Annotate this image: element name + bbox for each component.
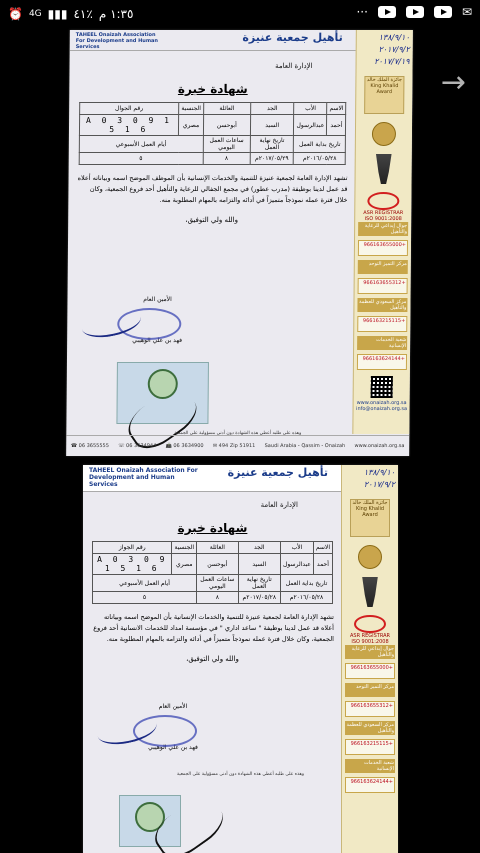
image-viewer[interactable] <box>0 30 480 853</box>
sidebar-strip <box>352 30 413 434</box>
signatory-name: فهد بن علي الوهيبي <box>132 337 183 344</box>
table-cell: ٨ <box>197 592 239 604</box>
footer-item: www.onaizah.org.sa <box>354 443 405 449</box>
contact-phone: +966163655000 <box>358 240 408 256</box>
footer <box>66 435 409 456</box>
certificate-paragraph: تشهد الإدارة العامة لجمعية عنيزة للتنمية والخدمات الإنسانية بأن الموضح اسمه وبياناته أعلاه قد عمل لدينا بوظيفة " ساعد اداري " في مؤسسة امداد للخدمات الانسانية أحد فروع الجمعية، وكان خلال فترة عمله نموذجاً متميزاً في أدائه والتزامه بالمهام المطلوبة منه. <box>93 613 334 643</box>
contact-label: مركز السعودي للعظمة والتأهيل <box>346 722 394 734</box>
contact-phone: +966163624144 <box>345 777 395 793</box>
letterhead-en: TAHEEL Onaizah Association For Development and Human Services <box>89 467 198 488</box>
alarm-icon: ⏰ <box>8 7 23 21</box>
status-bar <box>0 0 480 30</box>
section-label: الإدارة العامة <box>275 62 313 70</box>
table-cell: الجنسية <box>172 542 197 554</box>
contact-phone: +966163215115 <box>345 739 395 755</box>
closing-line: والله ولي التوفيق، <box>186 655 239 663</box>
table-cell: الاسم <box>313 542 332 554</box>
certificate-page-2 <box>83 465 398 853</box>
youtube-icon <box>378 6 396 18</box>
table-cell: ٥ <box>79 153 203 165</box>
table-cell: ٨ <box>203 153 250 165</box>
table-cell: الأب <box>281 542 314 554</box>
network-type: 4G <box>28 9 42 19</box>
table-cell: ٥ <box>93 592 197 604</box>
contact-phone: +966163624144 <box>357 354 407 370</box>
footnote: وهذه على طلبه أعطي هذه الشهادة دون أدنى مسؤولية على الجمعية <box>176 772 305 777</box>
letterhead-ar: تأهيل جمعية عنيزة <box>242 31 343 44</box>
youtube-icon <box>434 6 452 18</box>
table-cell: ٢٠١٧/٠٥/٢٨م <box>238 592 280 604</box>
table-cell: العائلة <box>197 542 239 554</box>
signatory-name: فهد بن علي الوهيبي <box>148 744 198 751</box>
award-logo: جائزة الملك خالد King Khalid Award <box>364 76 404 114</box>
certificate-page-1 <box>66 30 413 456</box>
table-cell: تاريخ بداية العمل <box>281 575 333 592</box>
footnote: وهذه على طلبه أعطي هذه الشهادة دون أدنى مسؤولية على الجمعية <box>174 431 302 436</box>
signature-block <box>93 703 213 763</box>
trophy-icon <box>357 577 383 607</box>
medal-icon <box>372 122 396 146</box>
table-cell: الجد <box>250 103 294 115</box>
signal-icon: ▮▮▮ <box>47 7 68 21</box>
table-cell: عبدالرسول <box>281 554 314 575</box>
table-cell: A 0 3 0 9 1 5 1 6 <box>79 115 179 136</box>
table-cell: الاسم <box>327 103 346 115</box>
table-cell: ساعات العمل اليومي <box>197 575 239 592</box>
table-cell: السيد <box>250 115 294 136</box>
table-cell: مصري <box>172 554 197 575</box>
table-cell: الأب <box>294 103 327 115</box>
asr-logo: ASR REGISTRAR ISO 9001:2008 <box>361 192 405 218</box>
table-cell: أبوحسن <box>197 554 239 575</box>
medal-icon <box>358 545 382 569</box>
footer-item: Saudi Arabia - Qassim - Onaizah <box>264 443 346 449</box>
table-cell: أحمد <box>327 115 346 136</box>
handwritten-date: ١٣٨/٩/١٠ <box>378 33 410 42</box>
table-cell: A 0 3 0 9 1 5 1 6 <box>93 554 172 575</box>
table-cell: ٢٠١٦/٠٥/٢٨م <box>281 592 333 604</box>
battery-percent: ٪٤١ <box>73 7 93 21</box>
table-cell: أيام العمل الأسبوعي <box>79 136 203 153</box>
certificate-body <box>87 493 338 829</box>
trophy-icon <box>371 154 397 184</box>
table-cell: تاريخ نهاية العمل <box>250 136 294 153</box>
asr-logo: ASR REGISTRAR ISO 9001:2008 <box>348 615 392 641</box>
footer-item: ☏ 06 3634944 <box>118 443 157 449</box>
table-cell: ساعات العمل اليومي <box>203 136 250 153</box>
website: www.onaizah.org.sa info@onaizah.org.sa <box>356 400 408 412</box>
footer-item: ✉ 494 Zip 51911 <box>212 443 256 449</box>
table-cell: العائلة <box>203 103 250 115</box>
certificate-body <box>70 54 352 432</box>
footer-item: 📠 06 3634900 <box>165 443 204 449</box>
contact-label: جوال إبداعي للرعاية والتأهيل <box>358 222 408 236</box>
qr-code-icon <box>371 376 393 398</box>
table-cell: أحمد <box>313 554 332 575</box>
handwritten-date: ٢٠١٧/٩/٢ <box>378 45 410 54</box>
contact-label: شعبة الخدمات الإنسانية <box>345 759 395 773</box>
employee-table <box>78 102 346 165</box>
table-cell: أبوحسن <box>203 115 250 136</box>
certificate-paragraph: تشهد الإدارة العامة لجمعية عنيزة للتنمية والخدمات الإنسانية بأن الموظف الموضح اسمه وبياناته أعلاه قد عمل لدينا بوظيفة (مدرب عطور) في مجمع الجفالي للرعاية والتأهيل أحد فروع الجمعية، وكان خلال فترة عمله نموذجاً متميزاً في أدائه والتزامه بالمهام المطلوبة منه. <box>77 174 348 204</box>
hootsuite-icon: ✉ <box>461 5 472 19</box>
certificate-title: شهادة خبرة <box>177 82 248 96</box>
next-arrow-icon[interactable]: → <box>440 65 466 100</box>
table-cell: الجد <box>238 542 280 554</box>
contact-label: مركز السعودي للعظمة والتأهيل <box>358 299 407 311</box>
table-cell: ٢٠١٦/٠٥/٢٨م <box>294 153 346 165</box>
table-cell: ٢٠١٧/٠٥/٢٩م <box>250 153 294 165</box>
table-cell: السيد <box>238 554 280 575</box>
more-icon: ··· <box>356 5 368 19</box>
table-cell: الجنسية <box>179 103 204 115</box>
table-cell: تاريخ بداية العمل <box>294 136 346 153</box>
table-cell: عبدالرسول <box>294 115 327 136</box>
sidebar-strip <box>341 465 398 853</box>
award-logo: جائزة الملك خالد King Khalid Award <box>350 499 390 537</box>
signatory-title: الأمين العام <box>143 296 172 303</box>
table-cell: رقم الجوال <box>79 103 179 115</box>
table-cell: أيام العمل الأسبوعي <box>93 575 197 592</box>
clock: ١:٣٥ م <box>98 7 134 21</box>
table-cell: تاريخ نهاية العمل <box>238 575 280 592</box>
certificate-title: شهادة خبرة <box>177 521 248 535</box>
contact-label: مركز التميز التوحد <box>358 260 408 274</box>
closing-line: والله ولي التوفيق، <box>185 216 239 224</box>
table-cell: رقم الجواز <box>93 542 172 554</box>
contact-label: جوال إبداعي للرعاية والتأهيل <box>345 645 395 659</box>
contact-label: مركز التميز التوحد <box>345 683 395 697</box>
handwritten-date: ١٣٨/٩/١٠ <box>363 468 395 477</box>
employee-table <box>92 541 333 604</box>
contact-phone: +966163215115 <box>357 316 407 332</box>
table-cell: مصري <box>179 115 204 136</box>
footer-item: ☎ 06 3655555 <box>70 443 109 449</box>
handwritten-date: ٢٠١٧/٩/٢ <box>363 480 395 489</box>
contact-phone: +966163655312 <box>345 701 395 717</box>
contact-phone: +966163655312 <box>358 278 408 294</box>
signature-block <box>77 296 198 356</box>
section-label: الإدارة العامة <box>260 501 298 509</box>
letterhead-en: TAHEEL Onaizah Association For Development and Human Services <box>75 32 159 50</box>
status-left <box>8 7 133 21</box>
letterhead-ar: تأهيل جمعية عنيزة <box>227 466 328 479</box>
signatory-title: الأمين العام <box>158 703 188 710</box>
contact-phone: +966163655000 <box>345 663 395 679</box>
contact-label: شعبة الخدمات الإنسانية <box>357 336 407 350</box>
youtube-icon <box>406 6 424 18</box>
status-right <box>356 5 472 19</box>
handwritten-date: ٢٠١٧/٧/١٩ <box>374 57 410 66</box>
